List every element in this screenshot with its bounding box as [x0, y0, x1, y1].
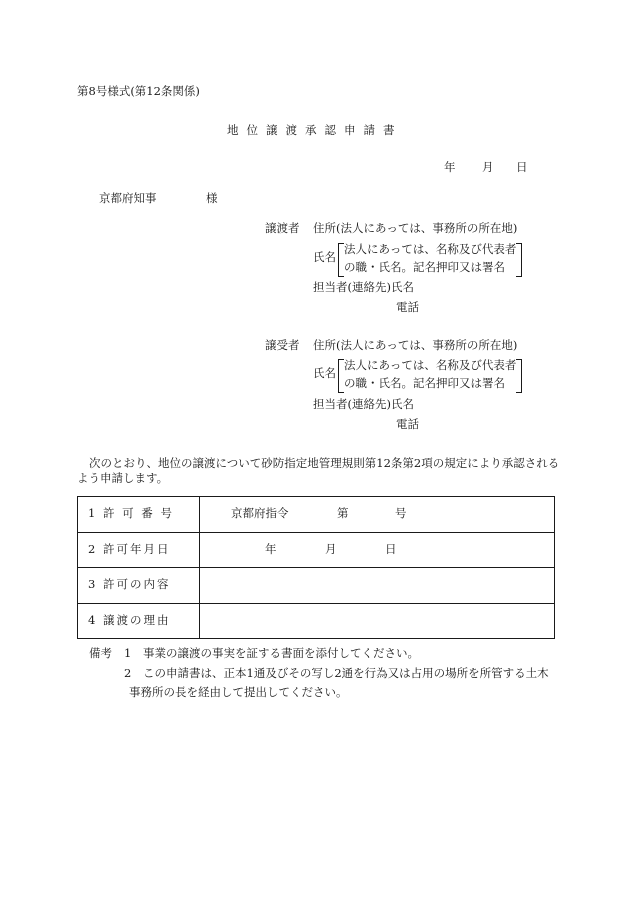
transferor-contact-label: 担当者(連絡先)氏名	[313, 280, 414, 294]
transferee-role-label: 譲受者	[265, 338, 300, 352]
row-label-permit-content: 3 許可の内容	[78, 568, 200, 604]
form-number: 第8号様式(第12条関係)	[77, 84, 200, 98]
table-row	[78, 603, 555, 639]
date-day-label: 日	[516, 160, 528, 174]
row-label-permit-number: 1 許 可 番 号	[78, 497, 200, 533]
row-value-transfer-reason	[200, 603, 555, 639]
permit-issuer-text: 京都府指令	[231, 506, 289, 521]
transferor-role-label: 譲渡者	[265, 221, 300, 235]
notes-heading: 備考	[89, 646, 112, 660]
addressee-name: 京都府知事	[99, 191, 157, 205]
table-row	[78, 532, 555, 568]
row-label-permit-date: 2 許可年月日	[78, 532, 200, 568]
row-value-permit-number	[200, 497, 555, 533]
transferor-name-label: 氏名	[313, 250, 336, 264]
transferor-name-note	[338, 242, 522, 278]
addressee-honorific: 様	[206, 191, 218, 205]
permit-number-prefix: 第	[337, 506, 349, 521]
transferor-address-label: 住所(法人にあっては、事務所の所在地)	[313, 221, 518, 235]
transferee-address-label: 住所(法人にあっては、事務所の所在地)	[313, 338, 518, 352]
note-2-number: 2	[124, 666, 132, 680]
permit-date-year: 年	[265, 541, 277, 556]
transferor-name-note-line2: の職・氏名。記名押印又は署名	[344, 260, 505, 274]
transferee-contact-label: 担当者(連絡先)氏名	[313, 397, 414, 411]
permit-date-month: 月	[325, 541, 337, 556]
row-label-transfer-reason: 4 譲渡の理由	[78, 603, 200, 639]
note-1-text: 事業の譲渡の事実を証する書面を添付してください。	[143, 646, 419, 660]
body-text-line1: 次のとおり、地位の譲渡について砂防指定地管理規則第12条第2項の規定により承認される	[89, 456, 560, 470]
document-title: 地位譲渡承認申請書	[227, 123, 403, 137]
permit-info-table	[77, 496, 555, 639]
table-row	[78, 568, 555, 604]
transferee-name-label: 氏名	[313, 366, 336, 380]
transferee-name-note-line2: の職・氏名。記名押印又は署名	[344, 376, 505, 390]
transferor-phone-label: 電話	[396, 300, 419, 314]
transferee-name-note-line1: 法人にあっては、名称及び代表者	[344, 358, 517, 372]
note-2-text-line1: この申請書は、正本1通及びその写し2通を行為又は占用の場所を所管する土木	[143, 666, 549, 680]
transferee-phone-label: 電話	[396, 417, 419, 431]
note-1-number: 1	[124, 646, 132, 660]
transferee-name-note	[338, 358, 522, 394]
date-year-label: 年	[444, 160, 456, 174]
permit-date-day: 日	[385, 541, 397, 556]
permit-number-suffix: 号	[395, 506, 407, 521]
note-2-text-line2: 事務所の長を経由して提出してください。	[129, 685, 348, 699]
bracket-right	[516, 359, 522, 393]
bracket-right	[516, 243, 522, 277]
row-value-permit-date	[200, 532, 555, 568]
body-text-line2: よう申請します。	[77, 471, 169, 485]
transferor-name-note-line1: 法人にあっては、名称及び代表者	[344, 242, 517, 256]
table-row	[78, 497, 555, 533]
date-month-label: 月	[482, 160, 494, 174]
row-value-permit-content	[200, 568, 555, 604]
